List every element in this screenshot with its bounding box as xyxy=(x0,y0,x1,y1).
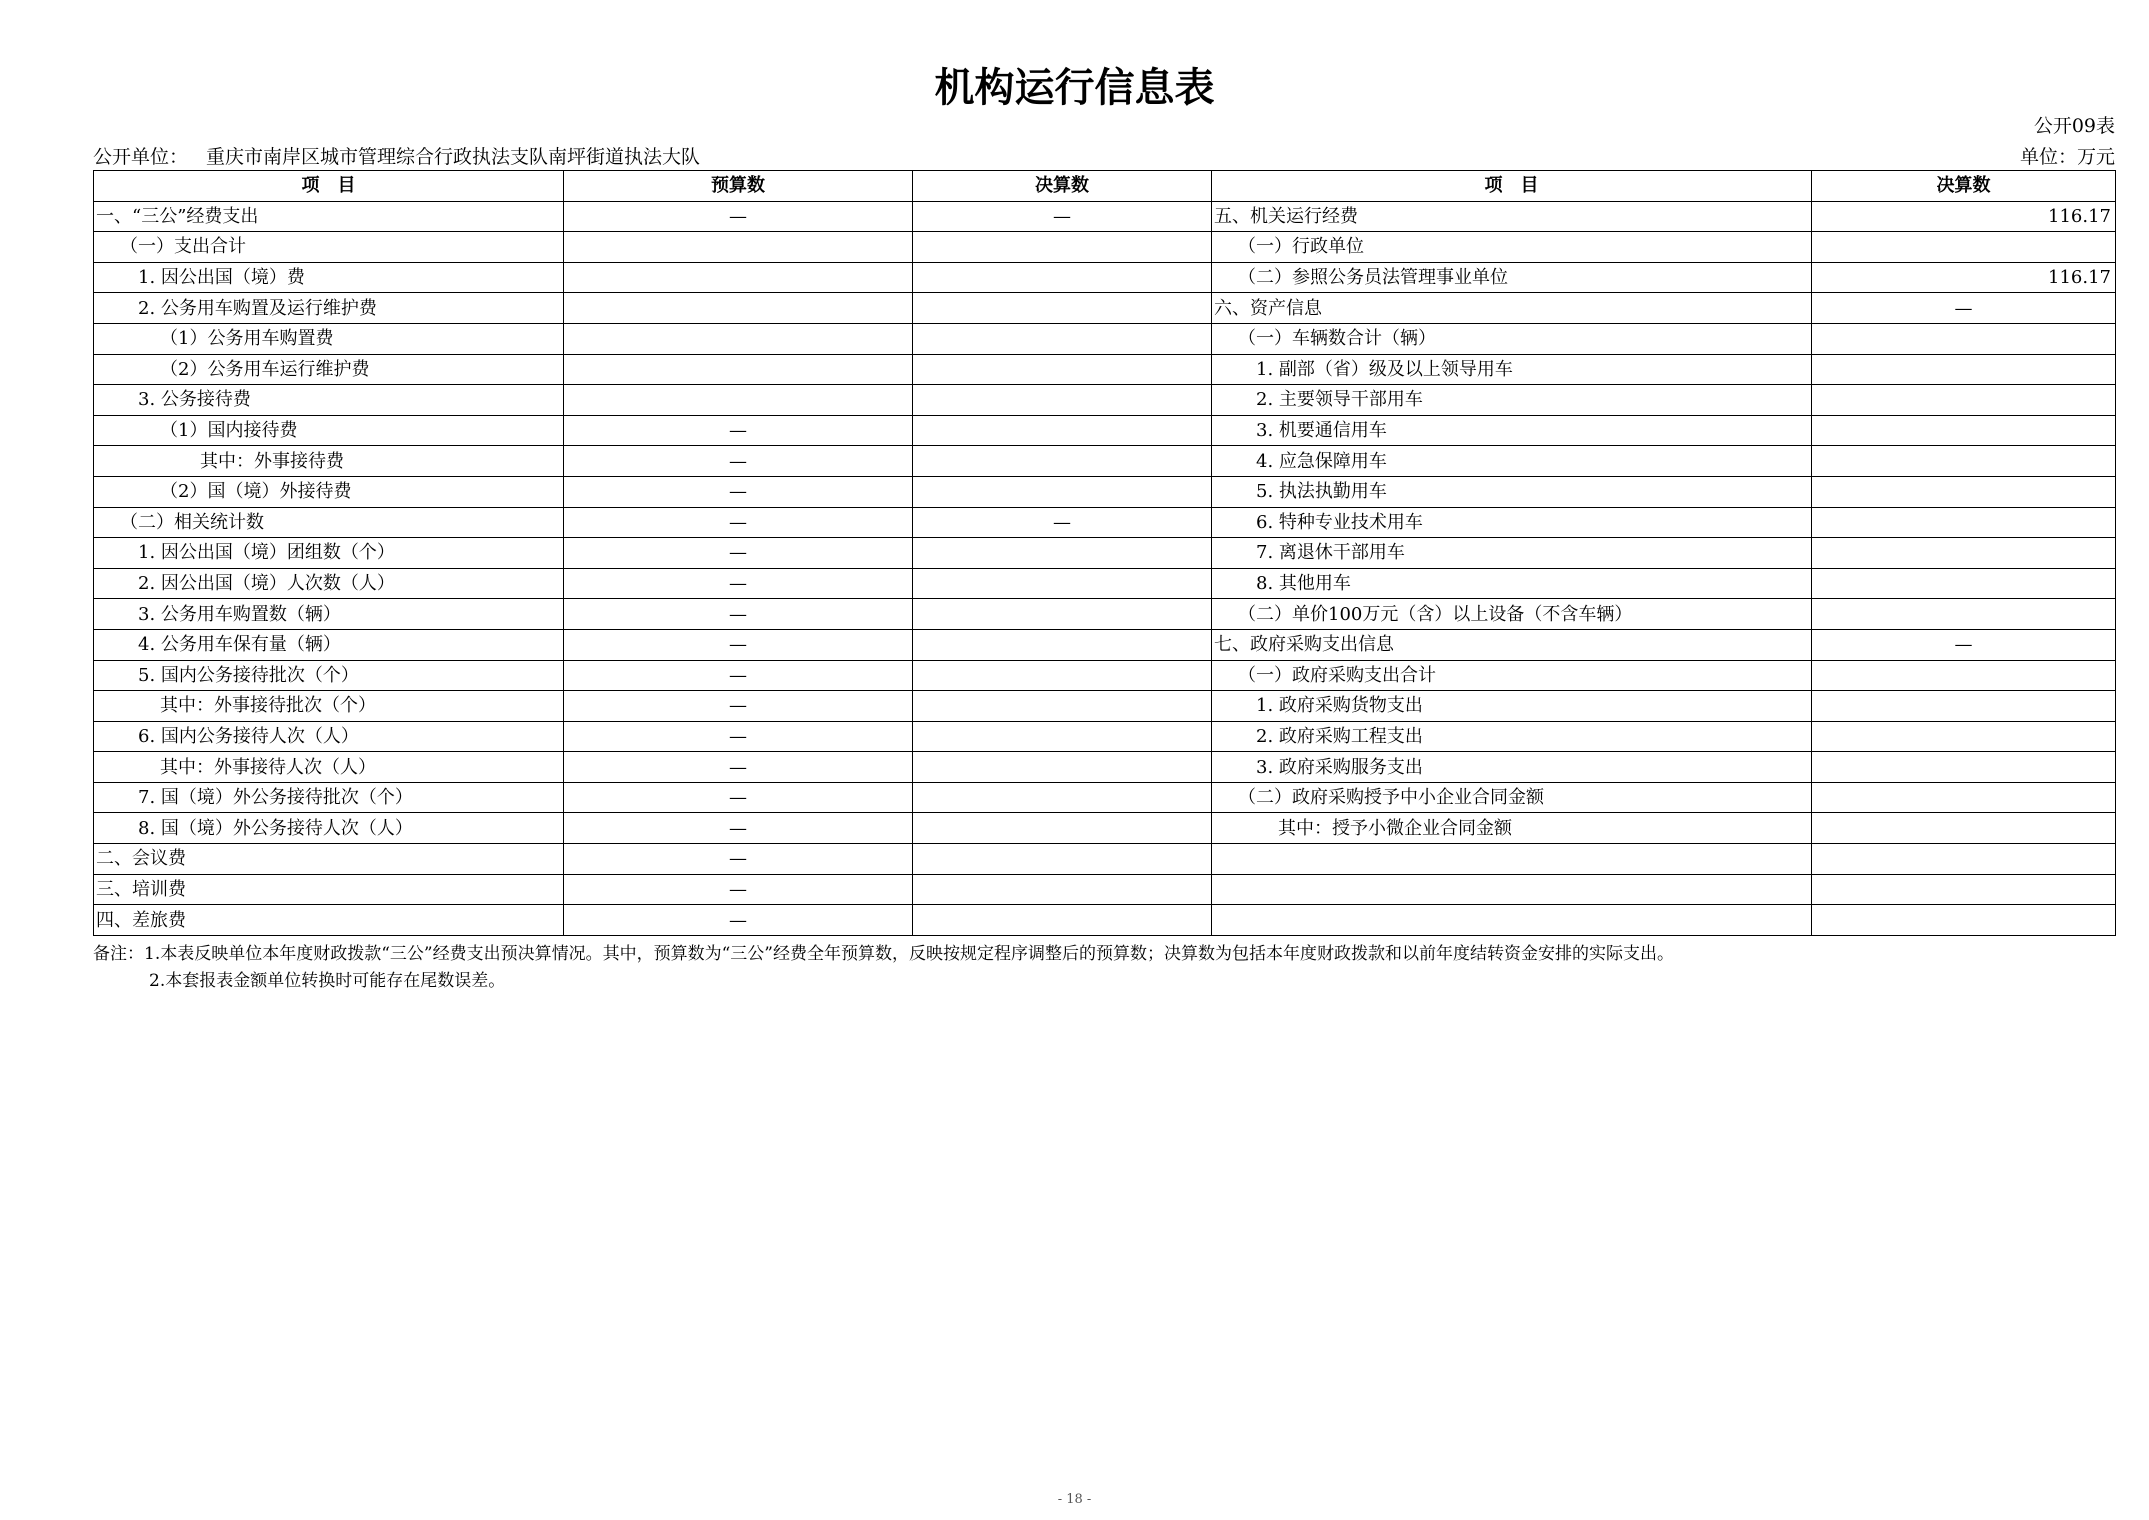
right-item-cell xyxy=(1212,905,1812,936)
right-item-cell: 1. 政府采购货物支出 xyxy=(1212,691,1812,722)
final-right-cell xyxy=(1812,385,2116,416)
right-item-cell: 2. 主要领导干部用车 xyxy=(1212,385,1812,416)
budget-cell: — xyxy=(564,782,913,813)
final-left-cell xyxy=(913,721,1212,752)
final-right-cell: — xyxy=(1812,293,2116,324)
right-item-cell: 6. 特种专业技术用车 xyxy=(1212,507,1812,538)
left-item-cell: 2. 因公出国（境）人次数（人） xyxy=(94,568,564,599)
budget-cell: — xyxy=(564,476,913,507)
final-left-cell: — xyxy=(913,507,1212,538)
left-item-cell: 其中：外事接待批次（个） xyxy=(94,691,564,722)
budget-cell: — xyxy=(564,599,913,630)
left-item-cell: 8. 国（境）外公务接待人次（人） xyxy=(94,813,564,844)
final-left-cell xyxy=(913,874,1212,905)
table-row xyxy=(94,599,2116,630)
header-final-right: 决算数 xyxy=(1812,171,2116,202)
table-row xyxy=(94,813,2116,844)
table-row xyxy=(94,232,2116,263)
right-item-cell: 7. 离退休干部用车 xyxy=(1212,538,1812,569)
right-item-cell: 其中：授予小微企业合同金额 xyxy=(1212,813,1812,844)
note-1: 备注：1.本表反映单位本年度财政拨款“三公”经费支出预决算情况。其中，预算数为“三公”经费全年预算数，反映按规定程序调整后的预算数；决算数为包括本年度财政拨款和以前年度结转资金安排的实际支出。 xyxy=(93,944,1674,964)
left-item-cell: 四、差旅费 xyxy=(94,905,564,936)
final-left-cell xyxy=(913,691,1212,722)
left-item-cell: 三、培训费 xyxy=(94,874,564,905)
final-right-cell xyxy=(1812,232,2116,263)
final-right-cell xyxy=(1812,905,2116,936)
final-right-cell xyxy=(1812,660,2116,691)
budget-cell xyxy=(564,262,913,293)
budget-cell: — xyxy=(564,507,913,538)
final-left-cell xyxy=(913,599,1212,630)
final-left-cell xyxy=(913,293,1212,324)
final-right-cell xyxy=(1812,354,2116,385)
table-row xyxy=(94,874,2116,905)
budget-cell: — xyxy=(564,691,913,722)
final-left-cell xyxy=(913,538,1212,569)
unit-info xyxy=(93,142,718,169)
right-item-cell: 3. 政府采购服务支出 xyxy=(1212,752,1812,783)
final-right-cell xyxy=(1812,874,2116,905)
left-item-cell: 1. 因公出国（境）团组数（个） xyxy=(94,538,564,569)
table-row xyxy=(94,629,2116,660)
table-row xyxy=(94,568,2116,599)
header-item-right: 项 目 xyxy=(1212,171,1812,202)
final-left-cell xyxy=(913,385,1212,416)
final-left-cell: — xyxy=(913,201,1212,232)
budget-cell xyxy=(564,293,913,324)
final-left-cell xyxy=(913,844,1212,875)
budget-cell: — xyxy=(564,660,913,691)
final-right-cell xyxy=(1812,691,2116,722)
left-item-cell: （一）支出合计 xyxy=(94,232,564,263)
final-left-cell xyxy=(913,905,1212,936)
page-title: 机构运行信息表 xyxy=(934,65,1215,111)
final-left-cell xyxy=(913,568,1212,599)
left-item-cell: 一、“三公”经费支出 xyxy=(94,201,564,232)
form-code: 公开09表 xyxy=(2033,115,2115,137)
table-row xyxy=(94,385,2116,416)
right-item-cell: 3. 机要通信用车 xyxy=(1212,415,1812,446)
note-2: 2.本套报表金额单位转换时可能存在尾数误差。 xyxy=(149,971,506,991)
notes xyxy=(93,941,1674,995)
table-row xyxy=(94,691,2116,722)
final-right-cell xyxy=(1812,446,2116,477)
left-item-cell: （2）国（境）外接待费 xyxy=(94,476,564,507)
meta-row xyxy=(93,142,2115,169)
table-row xyxy=(94,782,2116,813)
final-right-cell xyxy=(1812,507,2116,538)
final-left-cell xyxy=(913,446,1212,477)
right-item-cell: （一）车辆数合计（辆） xyxy=(1212,323,1812,354)
final-right-cell: 116.17 xyxy=(1812,201,2116,232)
left-item-cell: 7. 国（境）外公务接待批次（个） xyxy=(94,782,564,813)
final-right-cell xyxy=(1812,415,2116,446)
right-item-cell xyxy=(1212,874,1812,905)
final-left-cell xyxy=(913,232,1212,263)
table-row xyxy=(94,844,2116,875)
right-item-cell: （一）政府采购支出合计 xyxy=(1212,660,1812,691)
budget-cell xyxy=(564,232,913,263)
budget-cell: — xyxy=(564,721,913,752)
final-right-cell xyxy=(1812,476,2116,507)
left-item-cell: 1. 因公出国（境）费 xyxy=(94,262,564,293)
final-right-cell xyxy=(1812,323,2116,354)
left-item-cell: 其中：外事接待费 xyxy=(94,446,564,477)
budget-cell: — xyxy=(564,629,913,660)
budget-cell: — xyxy=(564,752,913,783)
right-item-cell: 七、政府采购支出信息 xyxy=(1212,629,1812,660)
right-item-cell: （二）政府采购授予中小企业合同金额 xyxy=(1212,782,1812,813)
right-item-cell: （一）行政单位 xyxy=(1212,232,1812,263)
final-right-cell xyxy=(1812,538,2116,569)
final-left-cell xyxy=(913,813,1212,844)
table-row xyxy=(94,354,2116,385)
left-item-cell: （1）国内接待费 xyxy=(94,415,564,446)
right-item-cell: 2. 政府采购工程支出 xyxy=(1212,721,1812,752)
right-item-cell: 五、机关运行经费 xyxy=(1212,201,1812,232)
final-left-cell xyxy=(913,629,1212,660)
table-row xyxy=(94,201,2116,232)
table-row xyxy=(94,446,2116,477)
left-item-cell: （1）公务用车购置费 xyxy=(94,323,564,354)
final-left-cell xyxy=(913,415,1212,446)
right-item-cell: 8. 其他用车 xyxy=(1212,568,1812,599)
final-left-cell xyxy=(913,660,1212,691)
budget-cell xyxy=(564,385,913,416)
table-body xyxy=(94,201,2116,935)
right-item-cell: 5. 执法执勤用车 xyxy=(1212,476,1812,507)
final-left-cell xyxy=(913,782,1212,813)
left-item-cell: 3. 公务用车购置数（辆） xyxy=(94,599,564,630)
left-item-cell: 其中：外事接待人次（人） xyxy=(94,752,564,783)
final-right-cell: 116.17 xyxy=(1812,262,2116,293)
final-right-cell xyxy=(1812,782,2116,813)
page-number: - 18 - xyxy=(1057,1492,1092,1507)
final-left-cell xyxy=(913,354,1212,385)
left-item-cell: 4. 公务用车保有量（辆） xyxy=(94,629,564,660)
left-item-cell: 3. 公务接待费 xyxy=(94,385,564,416)
header-final-left: 决算数 xyxy=(913,171,1212,202)
unit-label: 公开单位： xyxy=(93,146,189,168)
table-row xyxy=(94,752,2116,783)
budget-cell: — xyxy=(564,201,913,232)
left-item-cell: 2. 公务用车购置及运行维护费 xyxy=(94,293,564,324)
budget-cell: — xyxy=(564,905,913,936)
table-row xyxy=(94,660,2116,691)
table-row xyxy=(94,476,2116,507)
final-right-cell xyxy=(1812,844,2116,875)
right-item-cell: 1. 副部（省）级及以上领导用车 xyxy=(1212,354,1812,385)
table-row xyxy=(94,538,2116,569)
final-right-cell xyxy=(1812,813,2116,844)
left-item-cell: （二）相关统计数 xyxy=(94,507,564,538)
left-item-cell: 6. 国内公务接待人次（人） xyxy=(94,721,564,752)
budget-cell: — xyxy=(564,568,913,599)
final-right-cell xyxy=(1812,568,2116,599)
final-left-cell xyxy=(913,323,1212,354)
final-right-cell xyxy=(1812,721,2116,752)
left-item-cell: （2）公务用车运行维护费 xyxy=(94,354,564,385)
final-left-cell xyxy=(913,262,1212,293)
final-left-cell xyxy=(913,752,1212,783)
table-row xyxy=(94,415,2116,446)
budget-cell: — xyxy=(564,446,913,477)
table-row xyxy=(94,262,2116,293)
table-row xyxy=(94,323,2116,354)
table-row xyxy=(94,721,2116,752)
final-left-cell xyxy=(913,476,1212,507)
budget-cell xyxy=(564,354,913,385)
budget-cell: — xyxy=(564,813,913,844)
right-item-cell: （二）单价100万元（含）以上设备（不含车辆） xyxy=(1212,599,1812,630)
budget-cell xyxy=(564,323,913,354)
final-right-cell xyxy=(1812,599,2116,630)
header-budget: 预算数 xyxy=(564,171,913,202)
info-table xyxy=(93,170,2116,936)
right-item-cell: 六、资产信息 xyxy=(1212,293,1812,324)
right-item-cell: （二）参照公务员法管理事业单位 xyxy=(1212,262,1812,293)
left-item-cell: 二、会议费 xyxy=(94,844,564,875)
table-row xyxy=(94,507,2116,538)
currency-label: 单位：万元 xyxy=(2019,146,2115,168)
table-row xyxy=(94,293,2116,324)
budget-cell: — xyxy=(564,538,913,569)
unit-name: 重庆市南岸区城市管理综合行政执法支队南坪街道执法大队 xyxy=(206,146,701,168)
left-item-cell: 5. 国内公务接待批次（个） xyxy=(94,660,564,691)
right-item-cell xyxy=(1212,844,1812,875)
budget-cell: — xyxy=(564,874,913,905)
table-header-row xyxy=(94,171,2116,202)
budget-cell: — xyxy=(564,844,913,875)
table-row xyxy=(94,905,2116,936)
header-item-left: 项 目 xyxy=(94,171,564,202)
budget-cell: — xyxy=(564,415,913,446)
final-right-cell xyxy=(1812,752,2116,783)
final-right-cell: — xyxy=(1812,629,2116,660)
right-item-cell: 4. 应急保障用车 xyxy=(1212,446,1812,477)
